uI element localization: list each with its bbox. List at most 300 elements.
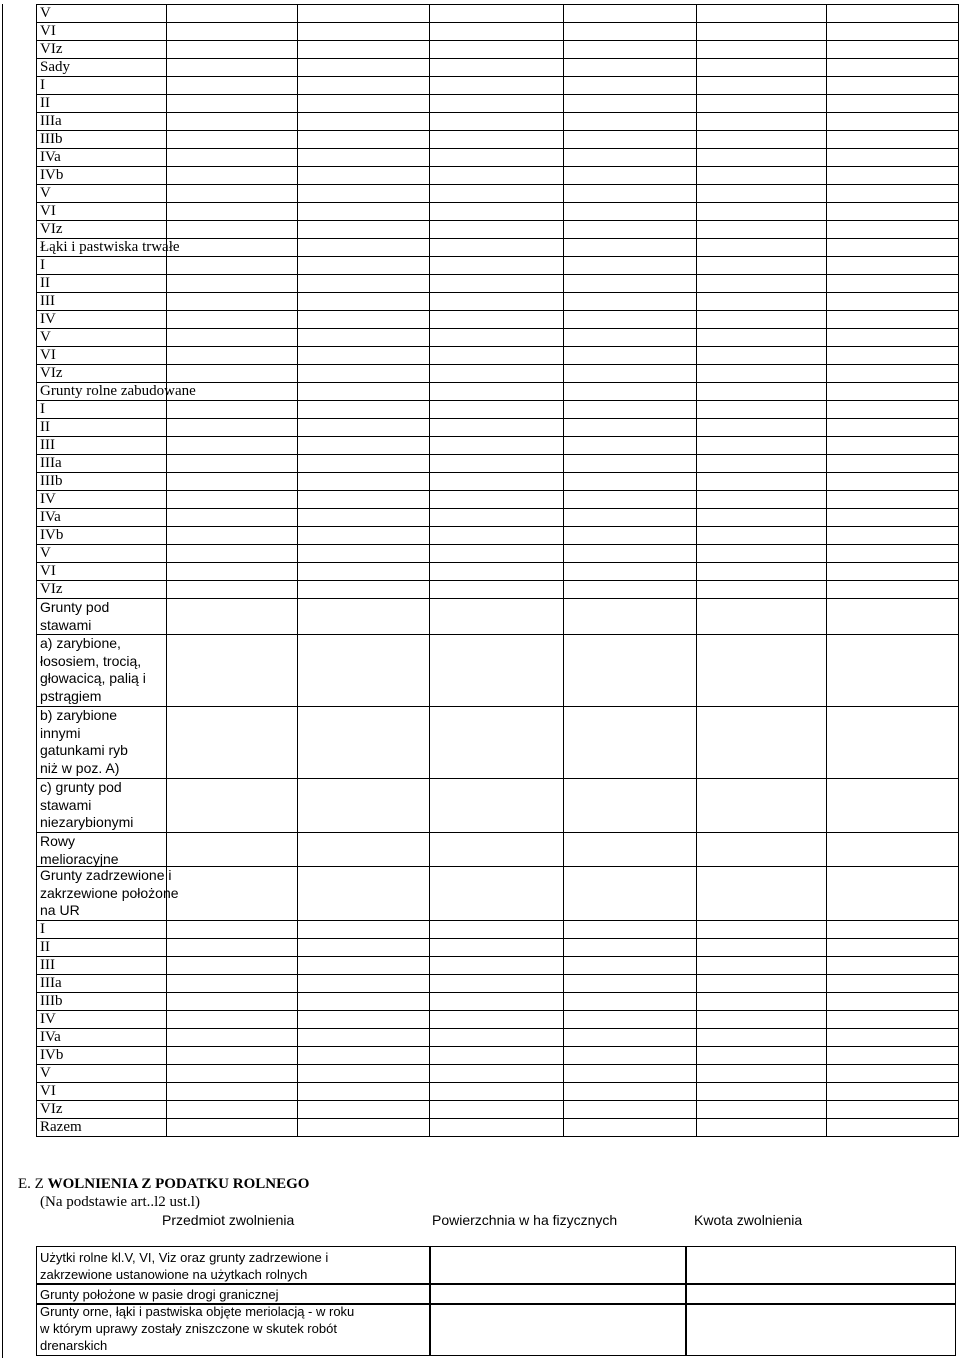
data-cell[interactable]	[297, 58, 430, 77]
data-cell[interactable]	[297, 1100, 430, 1119]
data-cell[interactable]	[166, 238, 298, 257]
data-cell[interactable]	[696, 436, 827, 455]
data-cell[interactable]	[429, 184, 564, 203]
data-cell[interactable]	[429, 974, 564, 993]
data-cell[interactable]	[826, 454, 959, 473]
data-cell[interactable]	[696, 400, 827, 419]
data-cell[interactable]	[563, 148, 697, 167]
data-cell[interactable]	[429, 562, 564, 581]
data-cell[interactable]	[563, 4, 697, 23]
data-cell[interactable]	[696, 22, 827, 41]
data-cell[interactable]	[429, 1064, 564, 1083]
data-cell[interactable]	[429, 238, 564, 257]
data-cell[interactable]	[826, 832, 959, 867]
data-cell[interactable]	[563, 956, 697, 975]
data-cell[interactable]	[297, 832, 430, 867]
data-cell[interactable]	[696, 1010, 827, 1029]
data-cell[interactable]	[166, 634, 298, 707]
data-cell[interactable]	[563, 112, 697, 131]
data-cell[interactable]	[563, 220, 697, 239]
data-cell[interactable]	[826, 544, 959, 563]
data-cell[interactable]	[429, 508, 564, 527]
data-cell[interactable]	[563, 328, 697, 347]
data-cell[interactable]	[563, 562, 697, 581]
data-cell[interactable]	[429, 1028, 564, 1047]
data-cell[interactable]	[297, 1064, 430, 1083]
data-cell[interactable]	[696, 202, 827, 221]
data-cell[interactable]	[826, 202, 959, 221]
data-cell[interactable]	[166, 580, 298, 599]
data-cell[interactable]	[429, 1010, 564, 1029]
data-cell[interactable]	[826, 938, 959, 957]
data-cell[interactable]	[297, 220, 430, 239]
data-cell[interactable]	[563, 508, 697, 527]
data-cell[interactable]	[429, 956, 564, 975]
data-cell[interactable]	[826, 364, 959, 383]
data-cell[interactable]	[696, 706, 827, 779]
data-cell[interactable]	[563, 778, 697, 833]
exemption-area-cell[interactable]	[430, 1304, 686, 1356]
data-cell[interactable]	[297, 526, 430, 545]
data-cell[interactable]	[297, 454, 430, 473]
data-cell[interactable]	[563, 920, 697, 939]
data-cell[interactable]	[166, 1100, 298, 1119]
data-cell[interactable]	[696, 920, 827, 939]
data-cell[interactable]	[826, 1100, 959, 1119]
data-cell[interactable]	[297, 292, 430, 311]
data-cell[interactable]	[826, 1082, 959, 1101]
data-cell[interactable]	[297, 238, 430, 257]
data-cell[interactable]	[563, 544, 697, 563]
data-cell[interactable]	[166, 400, 298, 419]
data-cell[interactable]	[826, 418, 959, 437]
data-cell[interactable]	[563, 382, 697, 401]
data-cell[interactable]	[429, 112, 564, 131]
data-cell[interactable]	[297, 148, 430, 167]
data-cell[interactable]	[297, 436, 430, 455]
data-cell[interactable]	[429, 634, 564, 707]
data-cell[interactable]	[826, 220, 959, 239]
data-cell[interactable]	[429, 274, 564, 293]
data-cell[interactable]	[429, 1118, 564, 1137]
data-cell[interactable]	[297, 974, 430, 993]
data-cell[interactable]	[696, 220, 827, 239]
data-cell[interactable]	[429, 454, 564, 473]
exemption-amount-cell[interactable]	[686, 1246, 956, 1284]
data-cell[interactable]	[429, 938, 564, 957]
data-cell[interactable]	[563, 238, 697, 257]
data-cell[interactable]	[166, 544, 298, 563]
data-cell[interactable]	[563, 22, 697, 41]
data-cell[interactable]	[563, 598, 697, 635]
data-cell[interactable]	[696, 1064, 827, 1083]
data-cell[interactable]	[429, 76, 564, 95]
data-cell[interactable]	[826, 184, 959, 203]
data-cell[interactable]	[563, 310, 697, 329]
data-cell[interactable]	[826, 1118, 959, 1137]
data-cell[interactable]	[696, 454, 827, 473]
data-cell[interactable]	[563, 76, 697, 95]
data-cell[interactable]	[166, 454, 298, 473]
data-cell[interactable]	[696, 634, 827, 707]
data-cell[interactable]	[166, 778, 298, 833]
data-cell[interactable]	[563, 346, 697, 365]
data-cell[interactable]	[429, 866, 564, 921]
data-cell[interactable]	[826, 436, 959, 455]
data-cell[interactable]	[297, 866, 430, 921]
data-cell[interactable]	[563, 94, 697, 113]
data-cell[interactable]	[429, 148, 564, 167]
data-cell[interactable]	[166, 1118, 298, 1137]
data-cell[interactable]	[696, 778, 827, 833]
data-cell[interactable]	[696, 58, 827, 77]
data-cell[interactable]	[563, 184, 697, 203]
data-cell[interactable]	[696, 382, 827, 401]
data-cell[interactable]	[297, 130, 430, 149]
data-cell[interactable]	[563, 400, 697, 419]
data-cell[interactable]	[166, 1064, 298, 1083]
data-cell[interactable]	[696, 184, 827, 203]
data-cell[interactable]	[429, 4, 564, 23]
data-cell[interactable]	[429, 1046, 564, 1065]
data-cell[interactable]	[166, 562, 298, 581]
data-cell[interactable]	[563, 1064, 697, 1083]
data-cell[interactable]	[826, 292, 959, 311]
data-cell[interactable]	[696, 40, 827, 59]
data-cell[interactable]	[696, 94, 827, 113]
data-cell[interactable]	[696, 4, 827, 23]
exemption-amount-cell[interactable]	[686, 1284, 956, 1304]
data-cell[interactable]	[166, 992, 298, 1011]
data-cell[interactable]	[297, 310, 430, 329]
data-cell[interactable]	[166, 472, 298, 491]
data-cell[interactable]	[826, 866, 959, 921]
data-cell[interactable]	[297, 76, 430, 95]
data-cell[interactable]	[429, 328, 564, 347]
data-cell[interactable]	[429, 40, 564, 59]
data-cell[interactable]	[696, 310, 827, 329]
data-cell[interactable]	[429, 992, 564, 1011]
data-cell[interactable]	[826, 472, 959, 491]
data-cell[interactable]	[429, 544, 564, 563]
data-cell[interactable]	[826, 974, 959, 993]
data-cell[interactable]	[563, 974, 697, 993]
data-cell[interactable]	[297, 40, 430, 59]
data-cell[interactable]	[166, 58, 298, 77]
data-cell[interactable]	[696, 490, 827, 509]
data-cell[interactable]	[429, 1082, 564, 1101]
data-cell[interactable]	[297, 472, 430, 491]
data-cell[interactable]	[696, 956, 827, 975]
data-cell[interactable]	[696, 866, 827, 921]
data-cell[interactable]	[166, 866, 298, 921]
data-cell[interactable]	[297, 490, 430, 509]
data-cell[interactable]	[297, 184, 430, 203]
data-cell[interactable]	[826, 148, 959, 167]
data-cell[interactable]	[297, 580, 430, 599]
data-cell[interactable]	[297, 346, 430, 365]
data-cell[interactable]	[696, 1028, 827, 1047]
data-cell[interactable]	[826, 1064, 959, 1083]
data-cell[interactable]	[826, 58, 959, 77]
data-cell[interactable]	[696, 992, 827, 1011]
data-cell[interactable]	[696, 508, 827, 527]
data-cell[interactable]	[297, 706, 430, 779]
data-cell[interactable]	[429, 220, 564, 239]
data-cell[interactable]	[563, 436, 697, 455]
data-cell[interactable]	[297, 1118, 430, 1137]
data-cell[interactable]	[696, 472, 827, 491]
data-cell[interactable]	[696, 112, 827, 131]
data-cell[interactable]	[826, 706, 959, 779]
data-cell[interactable]	[297, 1028, 430, 1047]
data-cell[interactable]	[429, 364, 564, 383]
data-cell[interactable]	[563, 580, 697, 599]
data-cell[interactable]	[563, 256, 697, 275]
data-cell[interactable]	[429, 22, 564, 41]
data-cell[interactable]	[826, 382, 959, 401]
data-cell[interactable]	[166, 364, 298, 383]
data-cell[interactable]	[429, 346, 564, 365]
data-cell[interactable]	[696, 526, 827, 545]
data-cell[interactable]	[826, 956, 959, 975]
data-cell[interactable]	[563, 1010, 697, 1029]
data-cell[interactable]	[696, 1046, 827, 1065]
data-cell[interactable]	[166, 598, 298, 635]
data-cell[interactable]	[696, 832, 827, 867]
data-cell[interactable]	[696, 238, 827, 257]
exemption-amount-cell[interactable]	[686, 1304, 956, 1356]
data-cell[interactable]	[166, 328, 298, 347]
data-cell[interactable]	[696, 562, 827, 581]
data-cell[interactable]	[297, 778, 430, 833]
exemption-area-cell[interactable]	[430, 1246, 686, 1284]
data-cell[interactable]	[826, 1028, 959, 1047]
data-cell[interactable]	[826, 94, 959, 113]
data-cell[interactable]	[563, 166, 697, 185]
data-cell[interactable]	[166, 956, 298, 975]
data-cell[interactable]	[166, 94, 298, 113]
data-cell[interactable]	[166, 1082, 298, 1101]
data-cell[interactable]	[166, 920, 298, 939]
data-cell[interactable]	[826, 778, 959, 833]
data-cell[interactable]	[166, 938, 298, 957]
data-cell[interactable]	[826, 508, 959, 527]
data-cell[interactable]	[826, 40, 959, 59]
data-cell[interactable]	[696, 328, 827, 347]
data-cell[interactable]	[826, 22, 959, 41]
data-cell[interactable]	[563, 832, 697, 867]
data-cell[interactable]	[429, 94, 564, 113]
data-cell[interactable]	[826, 920, 959, 939]
data-cell[interactable]	[696, 292, 827, 311]
data-cell[interactable]	[166, 22, 298, 41]
data-cell[interactable]	[297, 328, 430, 347]
data-cell[interactable]	[563, 490, 697, 509]
data-cell[interactable]	[166, 436, 298, 455]
data-cell[interactable]	[166, 76, 298, 95]
data-cell[interactable]	[696, 974, 827, 993]
data-cell[interactable]	[297, 598, 430, 635]
data-cell[interactable]	[826, 112, 959, 131]
data-cell[interactable]	[826, 580, 959, 599]
data-cell[interactable]	[563, 40, 697, 59]
data-cell[interactable]	[563, 1118, 697, 1137]
data-cell[interactable]	[429, 310, 564, 329]
data-cell[interactable]	[297, 920, 430, 939]
data-cell[interactable]	[563, 938, 697, 957]
data-cell[interactable]	[696, 166, 827, 185]
data-cell[interactable]	[826, 346, 959, 365]
data-cell[interactable]	[826, 992, 959, 1011]
data-cell[interactable]	[696, 148, 827, 167]
data-cell[interactable]	[297, 382, 430, 401]
data-cell[interactable]	[826, 256, 959, 275]
data-cell[interactable]	[166, 1046, 298, 1065]
data-cell[interactable]	[166, 346, 298, 365]
data-cell[interactable]	[166, 166, 298, 185]
data-cell[interactable]	[166, 1010, 298, 1029]
data-cell[interactable]	[297, 274, 430, 293]
data-cell[interactable]	[429, 202, 564, 221]
data-cell[interactable]	[826, 1010, 959, 1029]
data-cell[interactable]	[563, 634, 697, 707]
data-cell[interactable]	[166, 220, 298, 239]
data-cell[interactable]	[297, 166, 430, 185]
data-cell[interactable]	[297, 544, 430, 563]
data-cell[interactable]	[563, 274, 697, 293]
data-cell[interactable]	[826, 328, 959, 347]
data-cell[interactable]	[429, 418, 564, 437]
data-cell[interactable]	[429, 472, 564, 491]
data-cell[interactable]	[826, 400, 959, 419]
data-cell[interactable]	[826, 598, 959, 635]
data-cell[interactable]	[429, 706, 564, 779]
data-cell[interactable]	[166, 418, 298, 437]
data-cell[interactable]	[166, 148, 298, 167]
data-cell[interactable]	[166, 974, 298, 993]
data-cell[interactable]	[563, 454, 697, 473]
data-cell[interactable]	[563, 706, 697, 779]
data-cell[interactable]	[166, 508, 298, 527]
data-cell[interactable]	[563, 526, 697, 545]
data-cell[interactable]	[297, 4, 430, 23]
data-cell[interactable]	[563, 1082, 697, 1101]
data-cell[interactable]	[563, 472, 697, 491]
data-cell[interactable]	[166, 130, 298, 149]
data-cell[interactable]	[563, 1046, 697, 1065]
data-cell[interactable]	[429, 292, 564, 311]
data-cell[interactable]	[696, 76, 827, 95]
data-cell[interactable]	[696, 1082, 827, 1101]
data-cell[interactable]	[166, 202, 298, 221]
data-cell[interactable]	[696, 1100, 827, 1119]
data-cell[interactable]	[166, 274, 298, 293]
data-cell[interactable]	[429, 382, 564, 401]
data-cell[interactable]	[696, 938, 827, 957]
data-cell[interactable]	[826, 130, 959, 149]
data-cell[interactable]	[826, 4, 959, 23]
data-cell[interactable]	[696, 274, 827, 293]
data-cell[interactable]	[166, 40, 298, 59]
data-cell[interactable]	[563, 58, 697, 77]
exemption-area-cell[interactable]	[430, 1284, 686, 1304]
data-cell[interactable]	[429, 778, 564, 833]
data-cell[interactable]	[826, 526, 959, 545]
data-cell[interactable]	[826, 76, 959, 95]
data-cell[interactable]	[297, 562, 430, 581]
data-cell[interactable]	[166, 526, 298, 545]
data-cell[interactable]	[563, 1028, 697, 1047]
data-cell[interactable]	[563, 202, 697, 221]
data-cell[interactable]	[429, 832, 564, 867]
data-cell[interactable]	[563, 292, 697, 311]
data-cell[interactable]	[563, 1100, 697, 1119]
data-cell[interactable]	[297, 1010, 430, 1029]
data-cell[interactable]	[166, 4, 298, 23]
data-cell[interactable]	[696, 346, 827, 365]
data-cell[interactable]	[166, 184, 298, 203]
data-cell[interactable]	[429, 400, 564, 419]
data-cell[interactable]	[297, 956, 430, 975]
data-cell[interactable]	[826, 490, 959, 509]
data-cell[interactable]	[696, 544, 827, 563]
data-cell[interactable]	[166, 310, 298, 329]
data-cell[interactable]	[297, 112, 430, 131]
data-cell[interactable]	[429, 526, 564, 545]
data-cell[interactable]	[297, 508, 430, 527]
data-cell[interactable]	[166, 706, 298, 779]
data-cell[interactable]	[696, 256, 827, 275]
data-cell[interactable]	[696, 1118, 827, 1137]
data-cell[interactable]	[429, 1100, 564, 1119]
data-cell[interactable]	[429, 166, 564, 185]
data-cell[interactable]	[563, 418, 697, 437]
data-cell[interactable]	[826, 310, 959, 329]
data-cell[interactable]	[826, 1046, 959, 1065]
data-cell[interactable]	[429, 490, 564, 509]
data-cell[interactable]	[297, 94, 430, 113]
data-cell[interactable]	[166, 1028, 298, 1047]
data-cell[interactable]	[429, 598, 564, 635]
data-cell[interactable]	[297, 634, 430, 707]
data-cell[interactable]	[696, 130, 827, 149]
data-cell[interactable]	[297, 938, 430, 957]
data-cell[interactable]	[429, 920, 564, 939]
data-cell[interactable]	[297, 418, 430, 437]
data-cell[interactable]	[166, 490, 298, 509]
data-cell[interactable]	[696, 418, 827, 437]
data-cell[interactable]	[429, 130, 564, 149]
data-cell[interactable]	[563, 992, 697, 1011]
data-cell[interactable]	[826, 238, 959, 257]
data-cell[interactable]	[429, 580, 564, 599]
data-cell[interactable]	[166, 112, 298, 131]
data-cell[interactable]	[166, 292, 298, 311]
data-cell[interactable]	[826, 562, 959, 581]
data-cell[interactable]	[429, 256, 564, 275]
data-cell[interactable]	[297, 400, 430, 419]
data-cell[interactable]	[563, 866, 697, 921]
data-cell[interactable]	[563, 364, 697, 383]
data-cell[interactable]	[297, 992, 430, 1011]
data-cell[interactable]	[826, 274, 959, 293]
data-cell[interactable]	[696, 364, 827, 383]
data-cell[interactable]	[696, 598, 827, 635]
data-cell[interactable]	[297, 364, 430, 383]
data-cell[interactable]	[297, 1082, 430, 1101]
data-cell[interactable]	[166, 256, 298, 275]
